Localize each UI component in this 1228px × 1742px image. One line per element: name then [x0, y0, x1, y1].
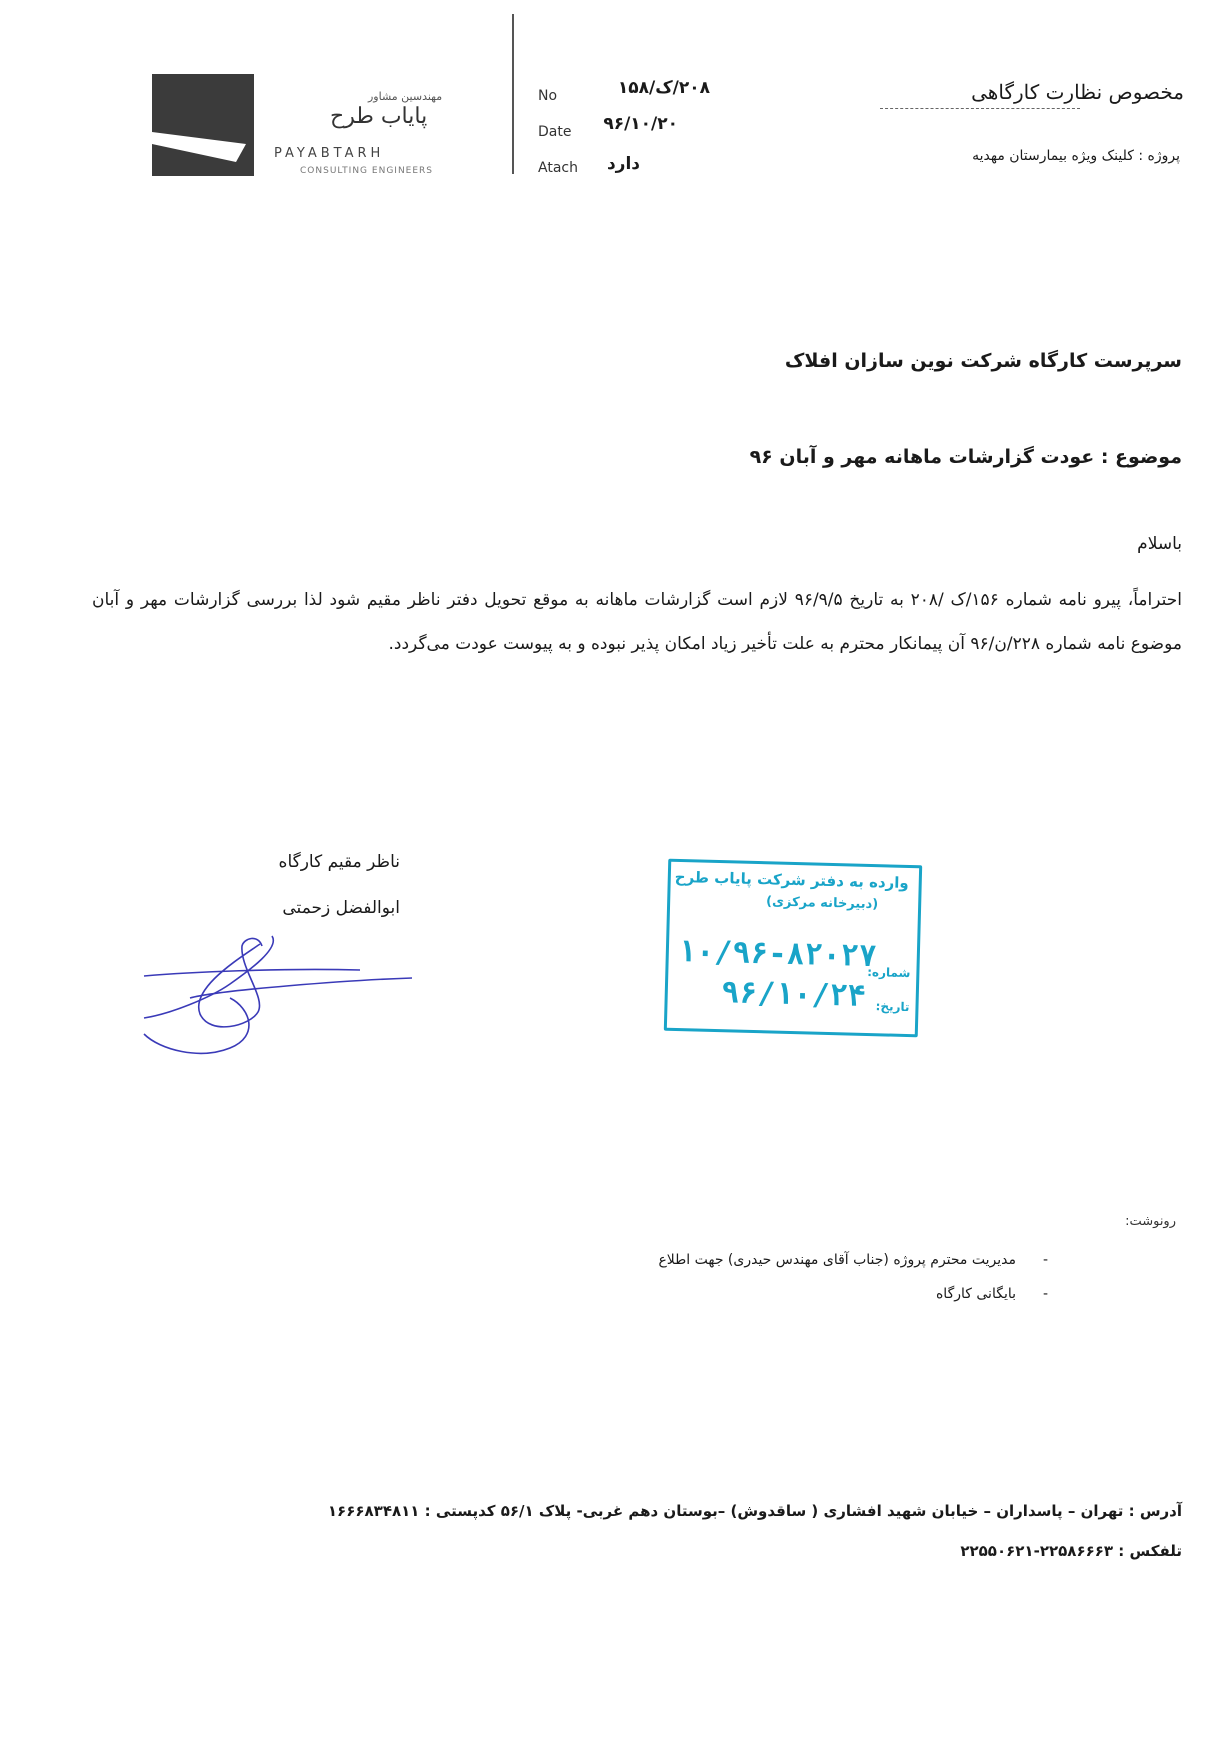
stamp-date: ۹۶/۱۰/۲۴ — [720, 975, 867, 1014]
recipient: سرپرست کارگاه شرکت نوین سازان افلاک — [784, 350, 1182, 372]
no-label: No — [538, 88, 558, 104]
cc-item: مدیریت محترم پروژه (جناب آقای مهندس حیدری) جهت اطلاع — [658, 1252, 1016, 1268]
header-underline — [880, 108, 1080, 109]
company-name-fa: پایاب طرح — [330, 104, 428, 129]
subject: موضوع : عودت گزارشات ماهانه مهر و آبان ۹۶ — [749, 446, 1182, 468]
company-tagline-en: CONSULTING ENGINEERS — [300, 166, 434, 176]
handwritten-signature — [130, 918, 430, 1068]
letter-number: ۲۰۸/ک/۱۵۸ — [617, 78, 710, 98]
stamp-line2: (دبیرخانه مرکزی) — [765, 894, 879, 913]
cc-dash: - — [1042, 1252, 1048, 1268]
attach-label: Atach — [538, 160, 578, 176]
signatory-name: ابوالفضل زحمتی — [282, 898, 400, 918]
cc-dash: - — [1042, 1286, 1048, 1302]
project-line: پروژه : کلینک ویژه بیمارستان مهدیه — [972, 148, 1180, 164]
letter-date: ۹۶/۱۰/۲۰ — [603, 114, 678, 134]
logo-mark-icon — [152, 74, 254, 176]
body-paragraph: احتراماً، پیرو نامه شماره ۱۵۶/ک /۲۰۸ به تاریخ ۹۶/۹/۵ لازم است گزارشات ماهانه به موقع تحویل دفتر ناظر مقیم شود لذا بررسی گزارشات مهر و آبان موضوع نامه شماره ۲۲۸/ن/۹۶ آن پیمانکار محترم به علت تأخیر زیاد امکان پذیر نبوده و به پیوست عودت می‌گردد. — [92, 590, 1182, 654]
attach-value: دارد — [606, 154, 640, 174]
greeting: باسلام — [1137, 534, 1182, 554]
stamp-number: ۱۰/۹۶-۸۲۰۲۷ — [677, 934, 878, 975]
company-name-en: PAYABTARH — [274, 146, 385, 161]
cc-item: بایگانی کارگاه — [935, 1286, 1016, 1302]
footer-address: آدرس : تهران – پاسداران – خیابان شهید افشاری ( ساقدوش) –بوستان دهم غربی- پلاک ۵۶/۱ کدپستی : ۱۶۶۶۸۳۴۸۱۱ — [327, 1502, 1182, 1520]
stamp-date-label: تاریخ: — [875, 999, 910, 1015]
cc-label: رونوشت: — [1125, 1214, 1176, 1229]
company-subtitle-fa: مهندسین مشاور — [368, 90, 443, 103]
stamp-number-label: شماره: — [867, 964, 911, 981]
footer-fax: تلفکس : ۲۲۵۸۶۶۶۳-۲۲۵۵۰۶۲۱ — [960, 1542, 1182, 1560]
date-label: Date — [538, 124, 572, 140]
header-divider — [512, 14, 514, 174]
header-title: مخصوص نظارت کارگاهی — [971, 80, 1184, 104]
receipt-stamp — [664, 859, 922, 1038]
signatory-title: ناظر مقیم کارگاه — [278, 852, 400, 872]
company-logo — [152, 74, 254, 176]
stamp-line1: وارده به دفتر شرکت پایاب طرح — [674, 867, 909, 893]
